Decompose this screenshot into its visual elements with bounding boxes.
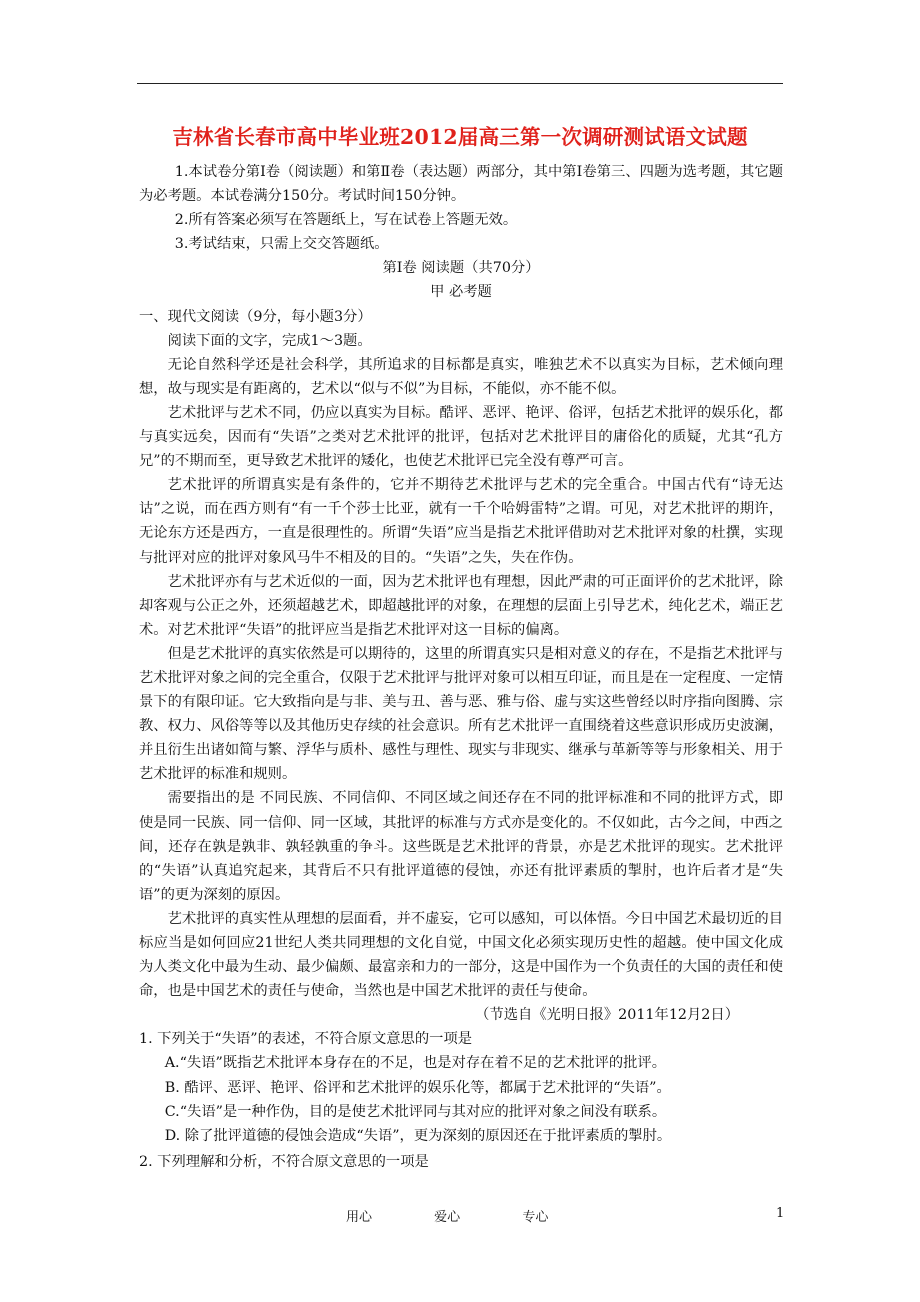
footer-word-2: 爱心: [434, 1210, 461, 1225]
instruction-3: 3.考试结束，只需上交交答题纸。: [174, 236, 389, 253]
passage-paragraph-5: 但是艺术批评的真实依然是可以期待的，这里的所谓真实只是相对意义的存在，不是指艺术批评与艺术批评对象之间的完全重合，仅限于艺术批评与批评对象可以相互印证，而且是在一定程度、一定情景下的有限印证。它大致指向是与非、美与丑、善与恶、雅与俗、虚与实这些曾经以时序指向图腾、宗教、权力、风俗等等以及其他历史存续的社会意识。所有艺术批评一直围绕着这些意识形成历史波澜，并且衍生出诸如简与繁、浮华与质朴、感性与理性、现实与非现实、继承与革新等等与形象相关、用于艺术批评的标准和规则。: [139, 645, 783, 783]
question-2-stem: 2. 下列理解和分析，不符合原文意思的一项是: [139, 1153, 429, 1170]
sub-title: 甲 必考题: [430, 284, 492, 301]
question-1-option-b: B. 酷评、恶评、艳评、俗评和艺术批评的娱乐化等，都属于艺术批评的“失语”。: [164, 1079, 671, 1096]
header-rule: [137, 83, 783, 84]
footer-words: [346, 1206, 606, 1225]
section-heading: 一、现代文阅读（9分，每小题3分）: [139, 308, 372, 325]
question-1-option-a: A.“失语”既指艺术批评本身存在的不足，也是对存在着不足的艺术批评的批评。: [164, 1055, 667, 1072]
passage-source: （节选自《光明日报》2011年12月2日）: [475, 1007, 739, 1024]
part-title: 第Ⅰ卷 阅读题（共70分）: [382, 260, 540, 277]
passage-paragraph-6: 需要指出的是 不同民族、不同信仰、不同区域之间还存在不同的批评标准和不同的批评方式，即使是同一民族、同一信仰、同一区域，其批评的标准与方式亦是变化的。不仅如此，古今之间，中西之间，还存在孰是孰非、孰轻孰重的争斗。这些既是艺术批评的背景，亦是艺术批评的现实。艺术批评的“失语”认真追究起来，其背后不只有批评道德的侵蚀，亦还有批评素质的掣肘，也许后者才是“失语”的更为深刻的原因。: [139, 790, 783, 903]
passage-paragraph-3: 艺术批评的所谓真实是有条件的，它并不期待艺术批评与艺术的完全重合。中国古代有“诗无达诂”之说，而在西方则有“有一千个莎士比亚，就有一千个哈姆雷特”之谓。可见，对艺术批评的期许，无论东方还是西方，一直是很理性的。所谓“失语”应当是指艺术批评借助对艺术批评对象的杜撰，实现与批评对应的批评对象风马牛不相及的目的。“失语”之失，失在作伪。: [139, 477, 783, 566]
footer-word-1: 用心: [346, 1210, 373, 1225]
instruction-2: 2.所有答案必须写在答题纸上，写在试卷上答题无效。: [174, 212, 518, 229]
passage-paragraph-4: 艺术批评亦有与艺术近似的一面，因为艺术批评也有理想，因此严肃的可正面评价的艺术批评，除却客观与公正之外，还须超越艺术，即超越批评的对象，在理想的层面上引导艺术，纯化艺术，端正艺术。对艺术批评“失语”的批评应当是指艺术批评对这一目标的偏离。: [139, 573, 783, 638]
read-prompt: 阅读下面的文字，完成1～3题。: [167, 332, 372, 349]
passage-paragraph-7: 艺术批评的真实性从理想的层面看，并不虚妄，它可以感知，可以体悟。今日中国艺术最切近的目标应当是如何回应21世纪人类共同理想的文化自觉，中国文化必须实现历史性的超越。使中国文化成为人类文化中最为生动、最少偏颇、最富亲和力的一部分，这是中国作为一个负责任的大国的责任和使命，也是中国艺术的责任与使命，当然也是中国艺术批评的责任与使命。: [139, 910, 783, 1000]
passage-paragraph-2: 艺术批评与艺术不同，仍应以真实为目标。酷评、恶评、艳评、俗评，包括艺术批评的娱乐化，都与真实远矣，因而有“失语”之类对艺术批评的批评，包括对艺术批评目的庸俗化的质疑，尤其“孔方兄”的不期而至，更导致艺术批评的矮化，也使艺术批评已完全没有尊严可言。: [139, 404, 783, 470]
document-body: [139, 160, 783, 1174]
passage-paragraph-1: 无论自然科学还是社会科学，其所追求的目标都是真实，唯独艺术不以真实为目标，艺术倾向理想，故与现实是有距离的，艺术以“似与不似”为目标，不能似，亦不能不似。: [139, 356, 783, 397]
question-1-option-c: C.“失语”是一种作伪，目的是使艺术批评同与其对应的批评对象之间没有联系。: [164, 1103, 667, 1120]
question-1-option-d: D. 除了批评道德的侵蚀会造成“失语”，更为深刻的原因还在于批评素质的掣肘。: [164, 1127, 672, 1144]
footer-word-3: 专心: [522, 1210, 549, 1225]
page-number: 1: [776, 1206, 785, 1221]
question-1-stem: 1. 下列关于“失语”的表述，不符合原文意思的一项是: [139, 1031, 473, 1048]
document-title: 吉林省长春市高中毕业班2012届高三第一次调研测试语文试题: [172, 125, 748, 149]
instruction-1: 1.本试卷分第Ⅰ卷（阅读题）和第Ⅱ卷（表达题）两部分，其中第Ⅰ卷第三、四题为选考题，其它题为必考题。本试卷满分150分。考试时间150分钟。: [139, 164, 783, 205]
